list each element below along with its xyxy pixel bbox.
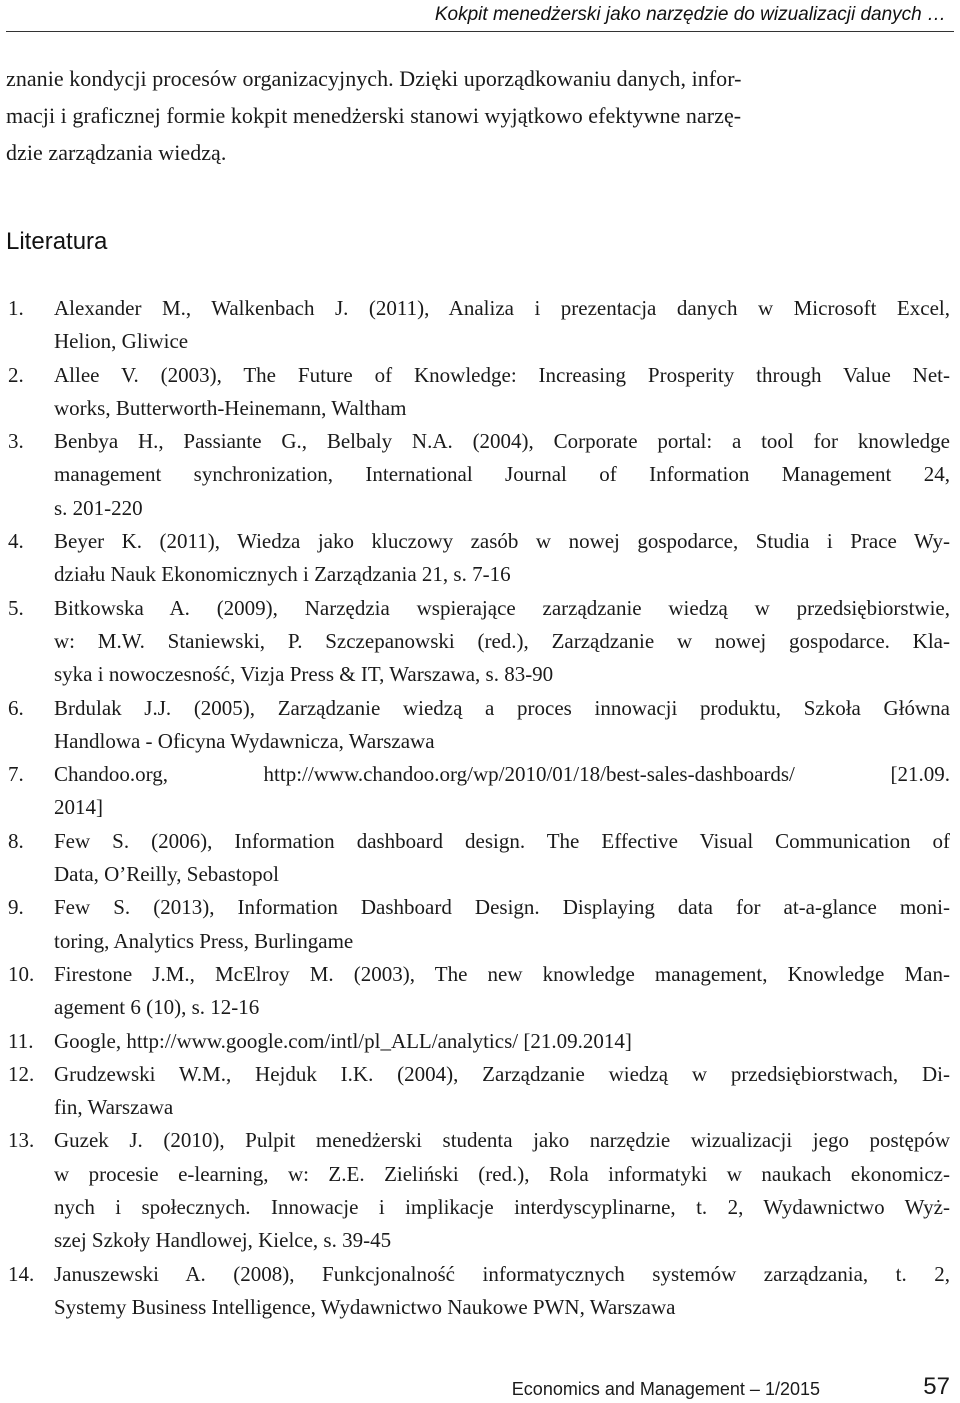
reference-line: Google, http://www.google.com/intl/pl_ALL/analytics/ [21.09.2014] (54, 1028, 632, 1053)
reference-item (0, 1258, 960, 1325)
reference-number: 10. (8, 961, 35, 986)
reference-number: 8. (8, 828, 24, 853)
reference-item (0, 758, 960, 825)
reference-number: 7. (8, 762, 24, 787)
reference-line: Chandoo.org, http://www.chandoo.org/wp/2010/01/18/best-sales-dashboards/ [21.09. (54, 762, 950, 787)
reference-number: 3. (8, 429, 24, 454)
reference-line: nych i społecznych. Innowacje i implikacje interdyscyplinarne, t. 2, Wydawnictwo Wyż- (54, 1195, 950, 1220)
header-divider (6, 31, 954, 32)
reference-line: Grudzewski W.M., Hejduk I.K. (2004), Zarządzanie wiedzą w przedsiębiorstwach, Di- (54, 1061, 950, 1086)
reference-line: management synchronization, International Journal of Information Management 24, (54, 462, 950, 487)
reference-item (0, 825, 960, 892)
reference-item (0, 592, 960, 692)
reference-line: Beyer K. (2011), Wiedza jako kluczowy zasób w nowej gospodarce, Studia i Prace Wy- (54, 529, 950, 554)
reference-line: Alexander M., Walkenbach J. (2011), Analiza i prezentacja danych w Microsoft Excel, (54, 296, 950, 320)
reference-line: fin, Warszawa (54, 1095, 174, 1120)
reference-item (0, 525, 960, 592)
reference-item (0, 292, 960, 359)
intro-paragraph (6, 60, 952, 171)
reference-number: 14. (8, 1261, 35, 1286)
reference-line: Few S. (2006), Information dashboard design. The Effective Visual Communication of (54, 828, 950, 853)
reference-line: Helion, Gliwice (54, 329, 189, 354)
reference-line: s. 201-220 (54, 495, 143, 520)
intro-line: macji i graficznej formie kokpit menedżerski stanowi wyjątkowo efektywne narzę- (6, 103, 742, 128)
reference-number: 5. (8, 595, 24, 620)
reference-number: 6. (8, 695, 24, 720)
reference-number: 12. (8, 1061, 35, 1086)
reference-item (0, 692, 960, 759)
reference-line: Firestone J.M., McElroy M. (2003), The new knowledge management, Knowledge Man- (54, 961, 950, 986)
reference-line: Benbya H., Passiante G., Belbaly N.A. (2004), Corporate portal: a tool for knowledge (54, 429, 950, 454)
footer-journal: Economics and Management – 1/2015 (511, 1379, 820, 1399)
reference-line: Few S. (2013), Information Dashboard Design. Displaying data for at-a-glance moni- (54, 895, 950, 920)
section-heading: Literatura (6, 228, 108, 255)
reference-list (0, 292, 960, 1324)
reference-item (0, 1124, 960, 1257)
reference-line: toring, Analytics Press, Burlingame (54, 928, 354, 953)
reference-item (0, 891, 960, 958)
intro-line: znanie kondycji procesów organizacyjnych. Dzięki uporządkowaniu danych, infor- (6, 66, 742, 91)
reference-line: agement 6 (10), s. 12-16 (54, 995, 260, 1020)
reference-number: 13. (8, 1128, 35, 1153)
running-header: Kokpit menedżerski jako narzędzie do wizualizacji danych … (434, 4, 946, 25)
reference-item (0, 1025, 960, 1058)
reference-line: Handlowa - Oficyna Wydawnicza, Warszawa (54, 728, 435, 753)
reference-line: działu Nauk Ekonomicznych i Zarządzania 21, s. 7-16 (54, 562, 511, 587)
reference-line: Brdulak J.J. (2005), Zarządzanie wiedzą a proces innowacji produktu, Szkoła Główna (54, 695, 950, 720)
reference-number: 11. (8, 1028, 34, 1053)
reference-line: works, Butterworth-Heinemann, Waltham (54, 395, 407, 420)
page-number: 57 (923, 1373, 950, 1400)
reference-line: syka i nowoczesność, Vizja Press & IT, Warszawa, s. 83-90 (54, 662, 554, 687)
reference-item (0, 958, 960, 1025)
reference-line: w procesie e-learning, w: Z.E. Zieliński (red.), Rola informatyki w naukach ekonomicz- (54, 1161, 950, 1186)
reference-number: 2. (8, 362, 24, 387)
reference-line: Januszewski A. (2008), Funkcjonalność informatycznych systemów zarządzania, t. 2, (54, 1261, 950, 1286)
reference-line: Guzek J. (2010), Pulpit menedżerski studenta jako narzędzie wizualizacji jego postępów (54, 1128, 950, 1153)
reference-line: w: M.W. Staniewski, P. Szczepanowski (red.), Zarządzanie w nowej gospodarce. Kla- (54, 628, 950, 653)
reference-number: 1. (8, 296, 24, 320)
reference-line: Allee V. (2003), The Future of Knowledge: Increasing Prosperity through Value Net- (54, 362, 950, 387)
reference-line: 2014] (54, 795, 103, 820)
reference-item (0, 359, 960, 426)
intro-line: dzie zarządzania wiedzą. (6, 140, 227, 165)
reference-line: Data, O’Reilly, Sebastopol (54, 862, 279, 887)
reference-item (0, 425, 960, 525)
reference-number: 9. (8, 895, 24, 920)
reference-item (0, 1058, 960, 1125)
reference-line: Systemy Business Intelligence, Wydawnictwo Naukowe PWN, Warszawa (54, 1294, 676, 1319)
reference-line: Bitkowska A. (2009), Narzędzia wspierające zarządzanie wiedzą w przedsiębiorstwie, (54, 595, 950, 620)
reference-number: 4. (8, 529, 24, 554)
reference-line: szej Szkoły Handlowej, Kielce, s. 39-45 (54, 1228, 392, 1253)
